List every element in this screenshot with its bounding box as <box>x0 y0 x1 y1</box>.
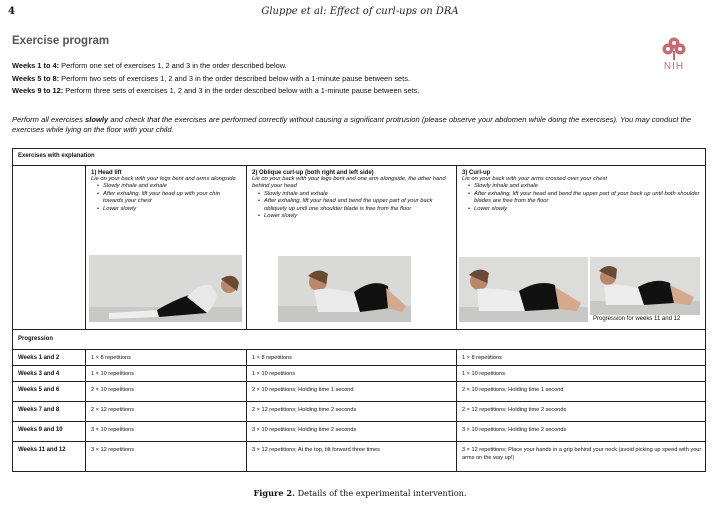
table-row <box>13 442 706 472</box>
row-ex1: 3 × 12 repetitions <box>86 442 247 472</box>
row-ex1: 3 × 10 repetitions <box>86 422 247 442</box>
progression-photo <box>590 257 700 315</box>
exercise-step: • After exhaling, lift your head and bend the upper part of your back obliquely up until one shoulder blade is free from the floor <box>252 198 451 213</box>
figure-caption <box>0 488 720 498</box>
table-header: Exercises with explanation <box>13 149 706 166</box>
progression-heading: Progression <box>13 330 706 350</box>
row-weeks: Weeks 9 and 10 <box>13 422 86 442</box>
instruction-text: Perform all exercises <box>12 115 86 124</box>
table-row <box>13 366 706 382</box>
row-ex3: 3 × 10 repetitions; Holding time 2 seconds <box>457 422 706 442</box>
schedule-text: Perform one set of exercises 1, 2 and 3 in the order described below. <box>59 61 287 70</box>
row-ex2: 3 × 10 repetitions; Holding time 2 seconds <box>247 422 457 442</box>
exercise-step: • After exhaling, lift your head up with your chin towards your chest <box>91 191 241 206</box>
row-ex3: 1 × 8 repetitions <box>457 350 706 366</box>
exercise-step: • Lower slowly <box>462 206 700 213</box>
row-ex1: 2 × 10 repetitions <box>86 382 247 402</box>
exercise-title: 1) Head lift <box>91 170 122 176</box>
row-weeks: Weeks 11 and 12 <box>13 442 86 472</box>
row-ex2: 3 × 12 repetitions; At the top, tilt forward three times <box>247 442 457 472</box>
row-weeks: Weeks 3 and 4 <box>13 366 86 382</box>
schedule-label: Weeks 9 to 12: <box>12 86 64 95</box>
exercise-title: 3) Curl-up <box>462 170 491 176</box>
instructions <box>12 115 707 135</box>
empty-cell <box>13 166 86 330</box>
exercise-2-cell <box>247 166 457 330</box>
curl-up-photo <box>459 257 588 322</box>
nih-logo <box>654 35 694 75</box>
exercise-table <box>12 148 706 472</box>
exercise-3-cell <box>457 166 706 330</box>
schedule-line <box>12 73 419 86</box>
schedule-label: Weeks 5 to 8: <box>12 73 60 83</box>
exercise-title: 2) Oblique curl-up (both right and left side) <box>252 170 374 176</box>
exercise-step: • Slowly inhale and exhale <box>91 183 241 190</box>
schedule-line <box>12 85 419 98</box>
row-ex3: 1 × 10 repetitions <box>457 366 706 382</box>
exercise-1-cell <box>86 166 247 330</box>
schedule-label: Weeks 1 to 4: <box>12 61 60 70</box>
row-ex3: 2 × 10 repetitions; Holding time 1 second <box>457 382 706 402</box>
table-row <box>13 350 706 366</box>
row-ex2: 2 × 12 repetitions; Holding time 2 seconds <box>247 402 457 422</box>
schedule-text: Perform two sets of exercises 1, 2 and 3 in the order described below with a 1-minute pause between sets. <box>59 73 410 83</box>
row-weeks: Weeks 1 and 2 <box>13 350 86 366</box>
row-ex3: 2 × 12 repetitions; Holding time 2 seconds <box>457 402 706 422</box>
table-row <box>13 402 706 422</box>
exercise-step: • Lower slowly <box>91 206 241 213</box>
oblique-curl-up-photo <box>278 256 411 322</box>
logo-text: NIH <box>663 61 685 72</box>
row-ex2: 1 × 8 repetitions <box>247 350 457 366</box>
row-ex1: 1 × 8 repetitions <box>86 350 247 366</box>
head-lift-photo <box>89 255 242 322</box>
table-row <box>13 382 706 402</box>
page-number: 4 <box>8 6 15 17</box>
weekly-schedule <box>12 60 419 98</box>
instruction-text: and check that the exercises are performed correctly without causing a significant protrusion (please observe your abdomen while doing the exercises). You may conduct the exercises while lying on the floor with your child. <box>12 115 692 134</box>
row-ex2: 1 × 10 repetitions <box>247 366 457 382</box>
exercise-step: • Slowly inhale and exhale <box>462 183 700 190</box>
row-ex2: 2 × 10 repetitions; Holding time 1 second <box>247 382 457 402</box>
row-ex1: 1 × 10 repetitions <box>86 366 247 382</box>
schedule-text: Perform three sets of exercises 1, 2 and 3 in the order described below with a 1-minute pause between sets. <box>63 86 420 95</box>
caption-text: Details of the experimental intervention. <box>294 488 467 498</box>
exercise-description: Lie on your back with your legs bent and arms alongside <box>91 176 236 182</box>
row-weeks: Weeks 5 and 6 <box>13 382 86 402</box>
caption-label: Figure 2. <box>253 488 295 498</box>
exercise-step: • Slowly inhale and exhale <box>252 191 451 198</box>
row-ex1: 2 × 12 repetitions <box>86 402 247 422</box>
exercise-description: Lie on your back with your legs bent and one arm alongside, the other hand behind your head <box>252 176 446 190</box>
schedule-line <box>12 60 419 73</box>
row-weeks: Weeks 7 and 8 <box>13 402 86 422</box>
progression-caption: Progression for weeks 11 and 12 <box>593 316 681 322</box>
exercise-step: • Lower slowly <box>252 213 451 220</box>
figure-title: Exercise program <box>12 35 110 47</box>
exercise-description: Lie on your back with your arms crossed over your chest <box>462 176 607 182</box>
running-head: Gluppe et al: Effect of curl-ups on DRA <box>261 6 459 17</box>
instruction-emphasis: slowly <box>85 115 109 124</box>
exercise-step: • After exhaling, lift your head and bend the upper part of your back up until both shoulder blades are free from the floor <box>462 191 700 206</box>
table-row <box>13 422 706 442</box>
row-ex3: 3 × 12 repetitions; Place your hands in a grip behind your neck (avoid picking up speed with your arms on the way up!) <box>457 442 706 472</box>
clover-icon <box>654 35 694 61</box>
